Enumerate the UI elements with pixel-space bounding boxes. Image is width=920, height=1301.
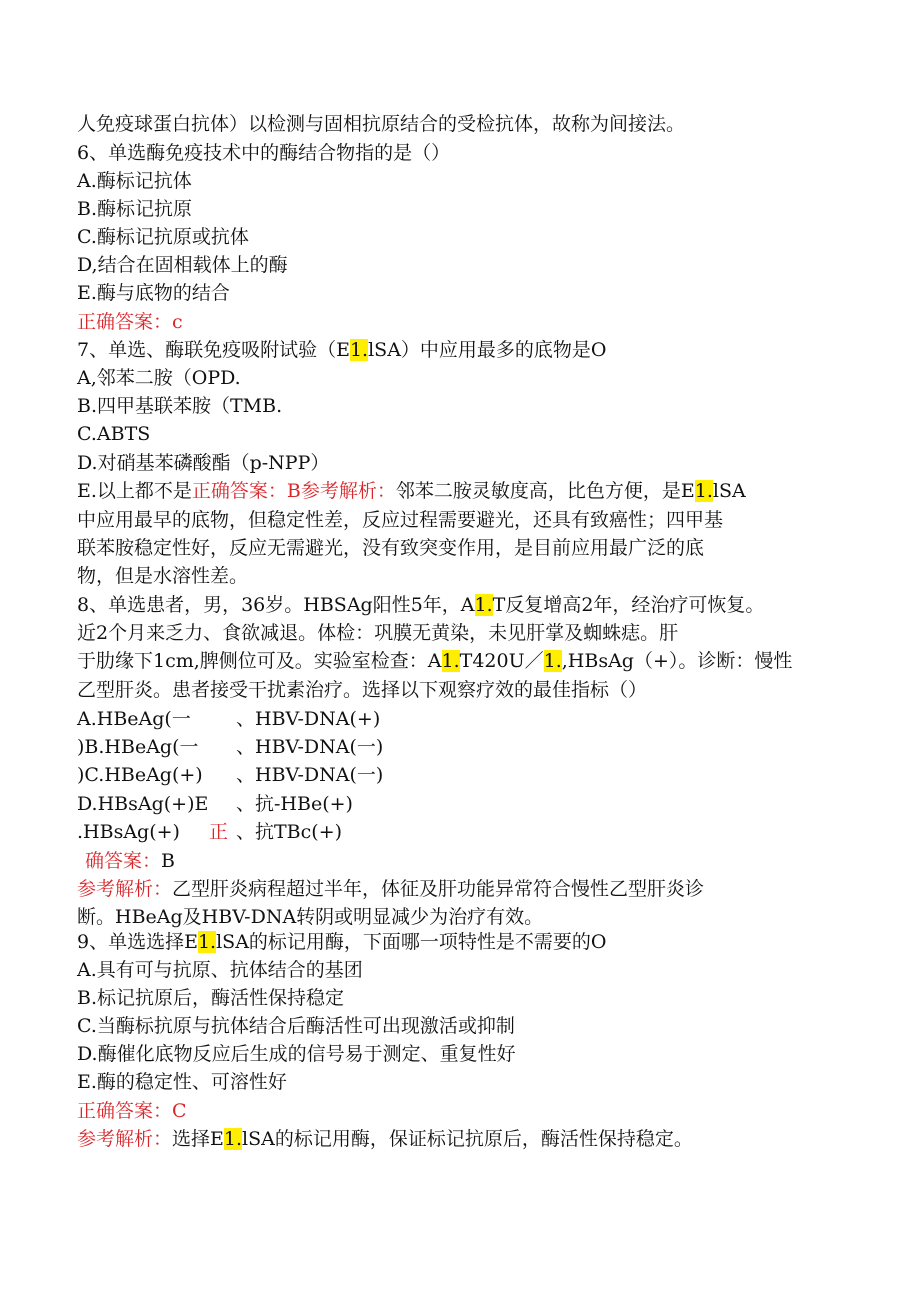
q8-stem-l3-part2: T420U／ — [459, 650, 544, 672]
q8-row-1-right: 、HBV-DNA(+) — [236, 708, 381, 730]
q8-row-3-left: )C.HBeAg(+) — [77, 764, 203, 786]
q7-stem-part2: lSA）中应用最多的底物是O — [368, 339, 607, 361]
q8-stem-l3-highlight-1: 1. — [441, 650, 460, 672]
q9-explanation — [77, 1125, 693, 1153]
q7-stem-part1: 7、单选、酶联免疫吸附试验（E — [77, 339, 350, 361]
q9-explanation-highlight: 1. — [223, 1128, 243, 1150]
q9-stem-part1: 9、单选选择E — [77, 931, 198, 953]
q9-answer: 正确答案：C — [77, 1100, 187, 1122]
q8-stem-l1-highlight: 1. — [474, 594, 493, 616]
q8-explanation-text: 乙型肝炎病程超过半年，体征及肝功能异常符合慢性乙型肝炎诊 — [172, 878, 705, 900]
q7-option-a: A,邻苯二胺（OPD. — [77, 367, 241, 389]
q8-stem-line-4: 乙型肝炎。患者接受干扰素治疗。选择以下观察疗效的最佳指标（） — [77, 679, 648, 701]
q7-explanation-line-4: 物，但是水溶性差。 — [77, 565, 249, 587]
q7-explanation-highlight: 1. — [694, 480, 713, 502]
q9-option-a: A.具有可与抗原、抗体结合的基团 — [77, 959, 363, 981]
q8-explanation-line-1 — [77, 875, 704, 903]
q7-option-e-line — [77, 477, 746, 505]
q7-explanation-part1: 邻苯二胺灵敏度高，比色方便，是E — [395, 480, 695, 502]
q9-option-c: C.当酶标抗原与抗体结合后酶活性可出现激活或抑制 — [77, 1015, 515, 1037]
q9-option-d: D.酶催化底物反应后生成的信号易于测定、重复性好 — [77, 1043, 516, 1065]
q8-answer-label: 确答案： — [85, 850, 162, 872]
q9-stem-part2: lSA的标记用酶，下面哪一项特性是不需要的O — [216, 931, 607, 953]
q6-option-d: D,结合在固相载体上的酶 — [77, 254, 288, 276]
q8-answer — [85, 847, 175, 875]
q7-stem — [77, 336, 607, 364]
q7-option-b: B.四甲基联苯胺（TMB. — [77, 395, 283, 417]
q6-stem: 6、单选酶免疫技术中的酶结合物指的是（） — [77, 142, 451, 164]
q8-row-2-right: 、HBV-DNA(一) — [236, 736, 384, 758]
q7-option-c: C.ABTS — [77, 423, 151, 445]
q7-option-d: D.对硝基苯磷酸酯（p-NPP） — [77, 452, 330, 474]
q8-row-5-red-char: 正 — [209, 821, 229, 843]
q7-stem-highlight: 1. — [349, 339, 369, 361]
q9-explanation-part2: lSA的标记用酶，保证标记抗原后，酶活性保持稳定。 — [242, 1128, 693, 1150]
q9-stem — [77, 928, 607, 956]
q8-row-5-right: 、抗TBc(+) — [236, 821, 343, 843]
q8-stem-l3-highlight-2: 1. — [543, 650, 562, 672]
q7-option-e: E.以上都不是 — [77, 480, 192, 502]
q8-stem-l1-part1: 8、单选患者，男，36岁。HBSAg阳性5年，A — [77, 594, 475, 616]
q6-option-e: E.酶与底物的结合 — [77, 282, 230, 304]
q6-option-b: B.酶标记抗原 — [77, 198, 193, 220]
q6-option-a: A.酶标记抗体 — [77, 170, 192, 192]
q7-explanation-label: 参考解析： — [300, 480, 396, 502]
q8-row-4-right: 、抗-HBe(+) — [236, 793, 353, 815]
q8-explanation-line-2: 断。HBeAg及HBV-DNA转阴或明显减少为治疗有效。 — [77, 906, 544, 928]
q9-option-e: E.酶的稳定性、可溶性好 — [77, 1071, 287, 1093]
q6-option-c: C.酶标记抗原或抗体 — [77, 226, 249, 248]
q6-answer: 正确答案：c — [77, 311, 183, 333]
q9-explanation-part1: 选择E — [172, 1128, 224, 1150]
q7-explanation-line-3: 联苯胺稳定性好，反应无需避光，没有致突变作用，是目前应用最广泛的底 — [77, 537, 705, 559]
q9-option-b: B.标记抗原后，酶活性保持稳定 — [77, 987, 345, 1009]
q8-stem-line-2: 近2个月来乏力、食欲减退。体检：巩膜无黄染，未见肝掌及蜘蛛痣。肝 — [77, 622, 679, 644]
q8-explanation-label: 参考解析： — [77, 878, 173, 900]
q9-explanation-label: 参考解析： — [77, 1128, 173, 1150]
q8-stem-line-1 — [77, 591, 764, 619]
q8-row-4-left: D.HBsAg(+)E — [77, 793, 209, 815]
q7-explanation-line-2: 中应用最早的底物，但稳定性差，反应过程需要避光，还具有致癌性；四甲基 — [77, 509, 724, 531]
q8-stem-l3-part1: 于肋缘下1cm,脾侧位可及。实验室检查：A — [77, 650, 442, 672]
q8-stem-line-3 — [77, 647, 792, 675]
q7-explanation-part2: lSA — [712, 480, 746, 502]
q8-stem-l3-part3: ,HBsAg（+）。诊断：慢性 — [561, 650, 793, 672]
q7-answer: 正确答案：B — [191, 480, 301, 502]
q8-row-5-left: .HBsAg(+) — [77, 821, 180, 843]
q8-row-2-left: )B.HBeAg(一 — [77, 736, 199, 758]
q8-row-1-left: A.HBeAg(一 — [77, 708, 191, 730]
intro-line: 人免疫球蛋白抗体）以检测与固相抗原结合的受检抗体，故称为间接法。 — [77, 113, 686, 135]
q8-row-3-right: 、HBV-DNA(一) — [236, 764, 384, 786]
q8-answer-value: B — [161, 850, 175, 872]
q9-stem-highlight: 1. — [197, 931, 217, 953]
q8-stem-l1-part2: T反复增高2年，经治疗可恢复。 — [492, 594, 765, 616]
